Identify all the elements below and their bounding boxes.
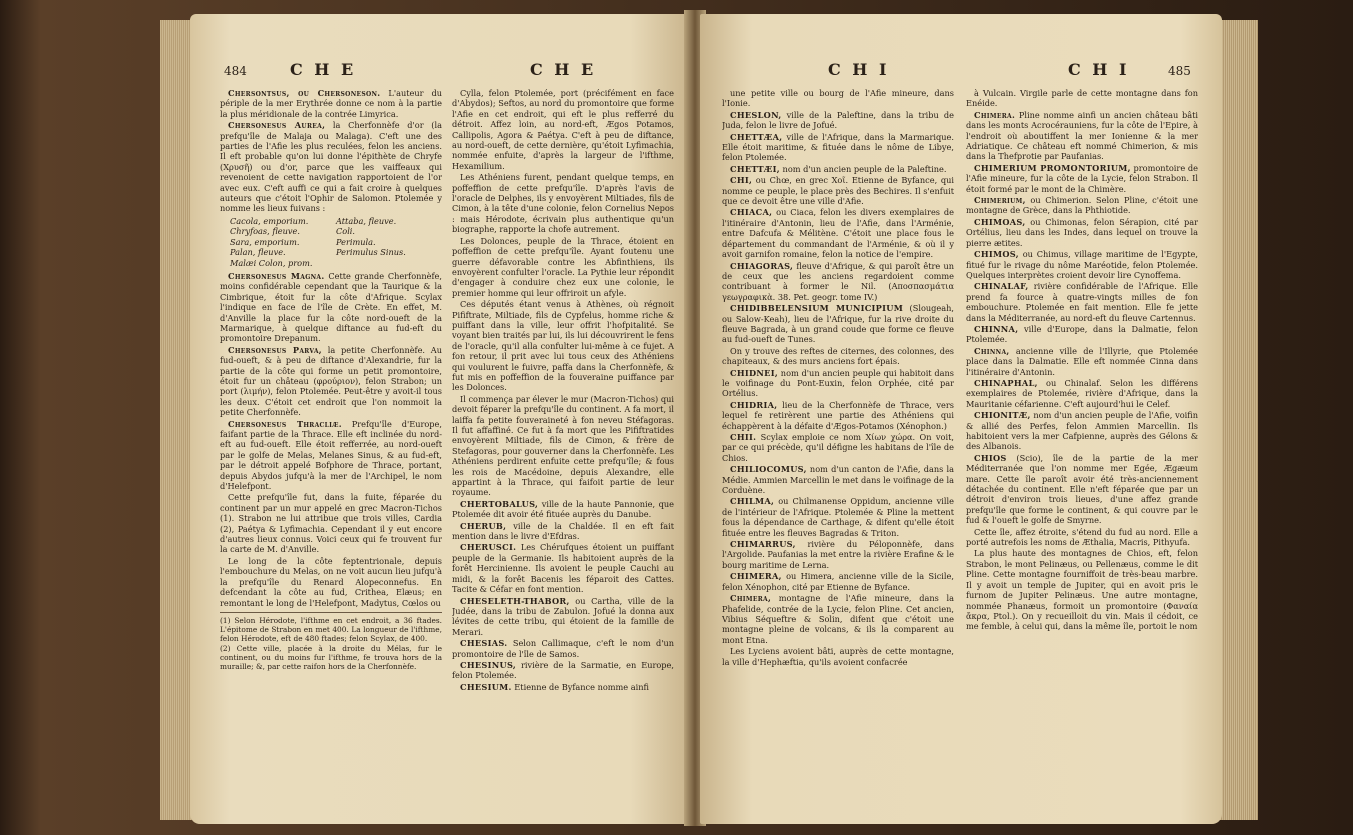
right-column-2: [966, 88, 1198, 816]
entry-text: rivière de la Sarmatie, en Europe, felon Ptolemée.: [452, 659, 674, 681]
entry-headword: CHIMOAS,: [974, 216, 1026, 227]
dictionary-entry: [220, 271, 442, 344]
dictionary-entry: [452, 521, 674, 542]
entry-headword: CHIMARRUS,: [730, 539, 796, 550]
entry-text: ou Chimonas, felon Sérapion, cité par Ortélius, lieu dans les Indes, dans lequel on trouve la pierre ætites.: [966, 216, 1198, 248]
dictionary-entry: [966, 346, 1198, 377]
dictionary-entry: [966, 163, 1198, 194]
entry-text: Cylla, felon Ptolemée, port (précifément en face d'Abydos); Seftos, au nord du promontoire que forme l'Afie en cet endroit, qui eft le plus refferré du détroit. Affez loin, au nord-eft, Ægos Potamos, Callipolis, Agora & Paétya. C'eft à peu de diftance, au nord-oueft, de cette dernière, qu'étoit Lyfimachia, nommée enfuite, d'après la largeur de l'ifthme, Hexamilium.: [452, 88, 674, 171]
dictionary-entry: [966, 217, 1198, 248]
place-list-item: Coli.: [336, 226, 356, 237]
entry-text: On y trouve des reftes de citernes, des colonnes, des chapiteaux, & des murs anciens fort épais.: [722, 345, 954, 367]
entry-text: lieu de la Cherfonnèfe de Thrace, vers lequel fe retirèrent une partie des Athéniens qui échappèrent à la défaite d'Ægos-Potamos (Xénophon.): [722, 399, 954, 431]
entry-headword: Chersonesus Parva,: [228, 344, 322, 355]
entry-text: Les Dolonces, peuple de la Thrace, étoient en poffeffion de cette prefqu'île. Ayant foutenu une guerre défavorable contre les Abfinthiens, ils envoyèrent confulter l'oracle. La Pythie leur répondit d'engager à conduire chez eux une colonie, le premier homme qui leur offriroit un afyle.: [452, 235, 674, 298]
entry-headword: CHERUB,: [460, 520, 507, 531]
entry-headword: CHIMOS,: [974, 249, 1019, 260]
entry-text: Ces députés étant venus à Athènes, où régnoit Pififtrate, Miltiade, fils de Cypfelus, homme riche & puiffant dans la ville, leur offrit l'hofpitalité. Se voyant bien traités par lui, ils lui découvrirent le fens de l'oracle, qu'il alla confulter lui-même à ce fujet. A fon retour, il prit avec lui tous ceux des Athéniens qui voulurent le fuivre, paffa dans la Cherfonnèfe, & fut mis en poffeffion de la fouveraine puiffance par les Dolonces.: [452, 299, 674, 393]
dictionary-entry: [966, 88, 1198, 109]
place-list-item: Perimula.: [336, 236, 376, 247]
entry-text: une petite ville ou bourg de l'Afie mineure, dans l'Ionie.: [722, 88, 954, 109]
entry-headword: CHILIOCOMUS,: [730, 464, 807, 475]
entry-text: promontoire de l'Afie mineure, fur la côte de la Lycie, felon Strabon. Il étoit formé par le mont de la Chimère.: [966, 162, 1198, 194]
entry-headword: Chimera,: [730, 593, 772, 604]
right-header-1: C H I: [828, 60, 890, 79]
dictionary-entry: [722, 207, 954, 259]
dictionary-entry: [220, 120, 442, 214]
right-column-1: [722, 88, 954, 816]
entry-headword: CHERTOBALUS,: [460, 498, 539, 509]
dictionary-entry: [220, 88, 442, 119]
dictionary-entry: [722, 539, 954, 570]
dictionary-entry: [452, 682, 674, 692]
entry-headword: CHIACA,: [730, 207, 773, 218]
dictionary-entry: [722, 432, 954, 463]
right-page-number: 485: [1168, 64, 1191, 78]
entry-headword: CHESINUS,: [460, 659, 517, 670]
entry-headword: CHIDIBBELENSIUM MUNICIPIUM: [730, 303, 904, 314]
entry-headword: CHIOS: [974, 452, 1007, 463]
place-list-item: Malæi Colon, prom.: [230, 257, 313, 268]
dictionary-entry: [722, 400, 954, 431]
entry-headword: CHETTÆA,: [730, 131, 783, 142]
dictionary-entry: [452, 88, 674, 171]
dictionary-entry: [722, 132, 954, 163]
entry-headword: Chimera.: [974, 109, 1016, 120]
entry-headword: Chimerium,: [974, 195, 1026, 206]
entry-headword: CHINNA,: [974, 323, 1019, 334]
dictionary-entry: [966, 378, 1198, 409]
dictionary-entry: [722, 164, 954, 174]
entry-headword: CHESELETH-THABOR,: [460, 595, 570, 606]
entry-text: rivière confidérable de l'Afrique. Elle prend fa fource à quatre-vingts milles de fon embouchure. Ptolemée en fait mention. Elle fe jette dans la Méditerranée, au nord-eft du fleuve Cartennus.: [966, 281, 1198, 323]
dictionary-entry: [966, 410, 1198, 452]
left-header-2: C H E: [530, 60, 597, 79]
entry-headword: CHESIUM.: [460, 681, 512, 692]
dictionary-entry: [966, 281, 1198, 323]
entry-text: ou Himera, ancienne ville de la Sicile, felon Xénophon, cité par Etienne de Byfance.: [722, 571, 954, 592]
right-header-2: C H I: [1068, 60, 1130, 79]
entry-headword: CHIDNEI,: [730, 367, 778, 378]
dictionary-entry: [722, 110, 954, 131]
dictionary-entry: [966, 195, 1198, 216]
entry-text: ou Chœ, en grec Χοῖ. Etienne de Byfance, qui nomme ce peuple, le place près des Bechires. Il s'enfuit que ce devoit être une ville d'Afie.: [722, 175, 954, 207]
place-list-item: Chryfoas, fleuve.: [230, 226, 300, 237]
dictionary-entry: [220, 492, 442, 554]
dictionary-entry: [722, 571, 954, 592]
dictionary-entry: [722, 261, 954, 303]
entry-headword: CHETTÆI,: [730, 163, 780, 174]
dictionary-entry: [452, 638, 674, 659]
entry-text: Les Lyciens avoient bâti, auprès de cette montagne, la ville d'Hephæftia, qu'ils avoient confacrée: [722, 646, 954, 667]
entry-text: Les Chérufques étoient un puiffant peuple de la Germanie. Ils habitoient auprès de la forêt Hercinienne. Ils avoient le peuple Cauchi au midi, & la forêt Bacenis les féparoit des Cattes. Tacite & Céfar en font mention.: [452, 542, 674, 595]
entry-text: L'auteur du périple de la mer Erythrée donne ce nom à la partie la plus méridionale de la contrée Limyrica.: [220, 88, 442, 119]
dictionary-entry: [220, 556, 442, 608]
entry-text: (Slougeah, ou Salow-Keah), lieu de l'Afrique, fur la rive droite du fleuve Bagrada, à un grand coude que forme ce fleuve au fud-oueft de Tunes.: [722, 303, 954, 345]
entry-text: nom d'un canton de l'Afie, dans la Médie. Ammien Marcellin le met dans le voifinage de la Corduène.: [722, 464, 954, 496]
entry-text: la Cherfonnèfe d'or (la prefqu'île de Malaja ou Malaga). C'eft une des parties de l'Afie les plus reculées, felon les anciens. Il eft probable qu'on lui donne l'épithète de Chryfe (Χρυσῆ) ou d'or, parce que les vaiffeaux qui revenoient de cette navigation rapportoient de l'or avec eux. C'eft auffi ce qui a fait croire à quelques auteurs que c'étoit l'Ophir de Salomon. Ptolemée y nomme les lieux fuivans :: [220, 120, 442, 214]
dictionary-entry: [722, 303, 954, 345]
dictionary-entry: [966, 453, 1198, 526]
left-page-edges: [160, 20, 194, 820]
entry-text: La plus haute des montagnes de Chios, eft, felon Strabon, le mont Pelinæus, ou Pellenæus, comme le dit Pline. Cette montagne fourniffoit de très-beau marbre. Il y avoit un temple de Jupiter, qui en avoit pris le furnom de Jupiter Pelinæus. Une autre montagne, nommée Phanæus, formoit un promontoire (Φαναία ἄκρα, Ptol.). On y recueilloit du vin. Mais il cédoit, ce me femble, à celui qui, dans la même île, portoit le nom: [966, 548, 1198, 632]
dictionary-entry: [452, 542, 674, 594]
dictionary-entry: [722, 593, 954, 645]
dictionary-entry: [722, 88, 954, 109]
entry-text: montagne de l'Afie mineure, dans la Phafelide, contrée de la Lycie, felon Pline. Cet ancien, Vibius Séqueftre & Solin, difent que c'étoit une montagne pleine de volcans, & ils la comparent au mont Etna.: [722, 593, 954, 645]
dictionary-entry: [722, 496, 954, 538]
dictionary-entry: [722, 646, 954, 667]
dictionary-entry: [220, 419, 442, 492]
entry-headword: CHINALAF,: [974, 281, 1029, 292]
dictionary-entry: [722, 175, 954, 206]
entry-text: Il commença par élever le mur (Macron-Tichos) qui devoit féparer la prefqu'île du continent. A fa mort, il laiffa fa petite fouveraineté à fon neveu Stéfagoras. Il fut affaffiné. Ce fut à fa mort que les Pififtratides envoyèrent Miltiade, fils de Cimon, & frère de Stefagoras, pour gouverner dans la Cherfonnèfe. Les Athéniens perdirent enfuite cette prefqu'île; & fous les rois de Macédoine, depuis Alexandre, elle appartint à la Thrace, qui faifoit partie de leur royaume.: [452, 393, 674, 498]
entry-text: Prefqu'île d'Europe, faifant partie de la Thrace. Elle eft inclinée du nord-eft au fud-oueft. Elle étoit refferrée, au nord-oueft par le golfe de Melas, Melanes Sinus, & au fud-eft, par le détroit appelé Bofphore de Thrace, portant, depuis Abydos jufqu'à la mer de l'Archipel, le nom d'Helefpont.: [220, 418, 442, 492]
right-page: [700, 14, 1222, 824]
entry-text: Etienne de Byfance nomme ainfi: [511, 681, 649, 692]
entry-headword: Chersonesus Magna.: [228, 270, 325, 281]
entry-text: rivière du Péloponnèfe, dans l'Argolide. Paufanias la met entre la rivière Erafine & le bourg maritime de Lerna.: [722, 539, 954, 570]
entry-headword: Chinna,: [974, 345, 1010, 356]
entry-headword: CHESIAS.: [460, 638, 508, 649]
entry-text: ou Ciaca, felon les divers exemplaires de l'itinéraire d'Antonin, lieu de l'Afie, dans l'Arménie, entre Dafcufa & Mélitène. C'étoit une place fous le département du commandant de l'Arménie, & où il y avoit garnifon romaine, felon la notice de l'empire.: [722, 207, 954, 260]
entry-text: (Scio), île de la partie de la mer Méditerranée que l'on nomme mer Egée, Ægæum mare. Cette île paroît avoir été très-anciennement détachée du continent. Elle n'eft féparée que par un détroit d'environ trois lieues, d'une affez grande prefqu'île que forme le continent, & qui couvre par le fud & l'oueft le golfe de Smyrne.: [966, 452, 1198, 526]
dictionary-entry: [966, 110, 1198, 162]
entry-text: ville d'Europe, dans la Dalmatie, felon Ptolemée.: [966, 323, 1198, 345]
entry-text: Cette grande Cherfonnèfe, moins confidérable cependant que la Taurique & la Cimbrique, étoit fur la côte d'Afrique. Scylax l'indique en face de l'île de Crète. En effet, M. d'Anville la place fur la côte nord-oueft de la Marmarique, à quelque diftance au fud-eft du promontoire Drepanum.: [220, 270, 442, 344]
dictionary-entry: [722, 368, 954, 399]
dictionary-entry: [452, 394, 674, 498]
left-page-number: 484: [224, 64, 247, 78]
footnote: (2) Cette ville, placée à la droite du Mélas, fur le continent, ou du moins fur l'ifthme, fe trouva hors de la muraille; &, par cette raifon hors de la Cherfonnèfe.: [220, 643, 442, 671]
entry-text: ville de la Chaldée. Il en eft fait mention dans le livre d'Efdras.: [452, 520, 674, 542]
entry-headword: CHILMA,: [730, 496, 775, 507]
entry-text: nom d'un ancien peuple de la Paleftine.: [779, 163, 947, 174]
entry-text: ville de la haute Pannonie, que Ptolemée dit avoir été fituée auprès du Danube.: [452, 498, 674, 520]
entry-text: ou Chimus, village maritime de l'Egypte, fitué fur le rivage du nôme Maréotide, felon Ptolemée. Quelques interprètes croient devoir lire Cynoffema.: [966, 249, 1198, 280]
dictionary-entry: [452, 660, 674, 681]
left-header-1: C H E: [290, 60, 357, 79]
place-list-item: Cacola, emporium.: [230, 215, 309, 226]
entry-text: fleuve d'Afrique, & qui paroît être un de ceux que les anciens regardoient comme contribuant à former le Nil. (Αποσπασμάτια γεωγραφικὰ. 38. Pet. geogr. tome IV.): [722, 260, 954, 302]
place-list-item: Palan, fleuve.: [230, 247, 286, 258]
left-column-2: [452, 88, 674, 816]
entry-headword: CHI,: [730, 175, 753, 186]
footnote: (1) Selon Hérodote, l'ifthme en cet endroit, a 36 ftades. L'épitome de Strabon en met 400. La longueur de l'ifthme, felon Hérodote, eft de 480 ftades; felon Scylax, de 400.: [220, 615, 442, 644]
footnotes: [220, 612, 442, 671]
entry-headword: Chersontsus, ou Chersoneson.: [228, 88, 381, 98]
entry-text: Les Athéniens furent, pendant quelque temps, en poffeffion de cette prefqu'île. D'après l'avis de l'oracle de Delphes, ils y envoyèrent Miltiades, fils de Cimon, à la tête d'une colonie, felon Cornelius Nepos : mais Hérodote, écrivain plus authentique qu'un biographe, rapporte la chofe autrement.: [452, 172, 674, 235]
entry-text: ville de la Paleftine, dans la tribu de Juda, felon le livre de Jofué.: [722, 109, 954, 131]
entry-headword: CHINAPHAL,: [974, 377, 1038, 388]
entry-headword: CHIONITÆ,: [974, 410, 1031, 421]
entry-headword: CHIDRIA,: [730, 399, 778, 410]
entry-text: Scylax emploie ce nom Χίων χώρα. On voit, par ce qui précède, qu'il défigne les habitans de l'île de Chios.: [722, 432, 954, 463]
entry-text: la petite Cherfonnèfe. Au fud-oueft, & à peu de diftance d'Alexandrie, fur la partie de la côte qui forme un petit promontoire, étoit fur un château (φρούριον), felon Strabon; un port (λιμήν), felon Ptolemée. Peut-être y avoit-il tous les deux. C'étoit cet endroit que l'on nommoit la petite Cherfonnèfe.: [220, 344, 442, 418]
dictionary-entry: [966, 249, 1198, 280]
place-list-item: [336, 258, 442, 268]
entry-text: Cette île, affez étroite, s'étend du fud au nord. Elle a porté autrefois les noms de Æthalia, Macris, Pithyufa.: [966, 526, 1198, 548]
entry-text: ville de l'Afrique, dans la Marmarique. Elle étoit maritime, & fituée dans le nôme de Libye, felon Ptolemée.: [722, 131, 954, 163]
dictionary-entry: [722, 464, 954, 495]
left-page: [190, 14, 690, 824]
dictionary-entry: [966, 527, 1198, 548]
entry-headword: Chersonesus Aurea,: [228, 120, 326, 131]
entry-text: ou Cartha, ville de la Judée, dans la tribu de Zabulon. Jofué la donna aux lévites de cette tribu, qui étoient de la famille de Merari.: [452, 595, 674, 637]
dictionary-entry: [452, 172, 674, 234]
place-list-item: Perimulus Sinus.: [336, 247, 406, 258]
place-list-item: Sara, emporium.: [230, 236, 300, 247]
entry-headword: CHII.: [730, 432, 757, 442]
entry-headword: CHIMERA,: [730, 571, 782, 582]
entry-headword: CHESLON,: [730, 109, 782, 120]
entry-headword: CHIAGORAS,: [730, 260, 794, 271]
entry-headword: CHIMERIUM PROMONTORIUM,: [974, 162, 1131, 173]
entry-text: Selon Callimaque, c'eft le nom d'un promontoire de l'île de Samos.: [452, 638, 674, 659]
right-page-edges: [1218, 20, 1258, 820]
entry-text: ou Chilmanense Oppidum, ancienne ville de l'intérieur de l'Afrique. Ptolemée & Pline la mettent fous la dépendance de Carthage, & difent qu'elle étoit fituée entre les fleuves Bagradas & Triton.: [722, 496, 954, 538]
entry-text: Cette prefqu'île fut, dans la fuite, féparée du continent par un mur appelé en grec Macron-Tichos (1). Strabon ne lui attribue que trois villes, Cardia (2), Paétya & Lyfimachia. Cependant il y eut encore d'autres lieux connus. Voici ceux qui fe trouvent fur la carte de M. d'Anville.: [220, 492, 442, 555]
dictionary-entry: [452, 236, 674, 298]
entry-text: nom d'un ancien peuple de l'Afie, voifin & allié des Perfes, felon Ammien Marcellin. Ils habitoient vers la mer Cafpienne, auprès des Gélons & des Albanois.: [966, 410, 1198, 452]
dictionary-entry: [220, 345, 442, 418]
entry-text: Le long de la côte feptentrionale, depuis l'embouchure du Melas, on ne voit aucun lieu jufqu'à la prefqu'île du Renard Alopeconnefus. En defcendant la côte au fud, Crithea, Elæus; en remontant le long de l'Helefpont, Madytus, Cœlos ou: [220, 555, 442, 608]
dictionary-entry: [452, 499, 674, 520]
dictionary-entry: [966, 548, 1198, 631]
place-list: [230, 216, 442, 268]
entry-text: nom d'un ancien peuple qui habitoit dans le voifinage du Pont-Euxin, felon Orphée, cité par Ortélius.: [722, 367, 954, 399]
entry-text: à Vulcain. Virgile parle de cette montagne dans fon Enéide.: [966, 88, 1198, 109]
dictionary-entry: [452, 299, 674, 393]
dictionary-entry: [966, 324, 1198, 345]
dictionary-entry: [452, 596, 674, 638]
entry-headword: Chersonesus Thracliæ.: [228, 418, 342, 429]
entry-headword: CHERUSCI.: [460, 542, 517, 553]
place-list-item: Attaba, fleuve.: [336, 215, 397, 226]
entry-text: Pline nomme ainfi un ancien château bâti dans les monts Acrocérauniens, fur la côte de l'Epire, à l'endroit où aboutiffent la mer Ionienne & la mer Adriatique. Ce château eft nommé Chimerion, & mis dans la Thefprotie par Paufanias.: [966, 109, 1198, 162]
dictionary-entry: [722, 346, 954, 367]
left-column-1: [220, 88, 442, 816]
entry-text: ou Chinalaf. Selon les différens exemplaires de Ptolemée, rivière d'Afrique, dans la Mauritanie céfarienne. C'eft aujourd'hui le Celef.: [966, 377, 1198, 409]
entry-text: ancienne ville de l'Illyrie, que Ptolemée place dans la Dalmatie. Elle eft nommée Cinna dans l'itinéraire d'Antonin.: [966, 345, 1198, 377]
entry-text: ou Chimerion. Selon Pline, c'étoit une montagne de Grèce, dans la Phthiotide.: [966, 195, 1198, 216]
